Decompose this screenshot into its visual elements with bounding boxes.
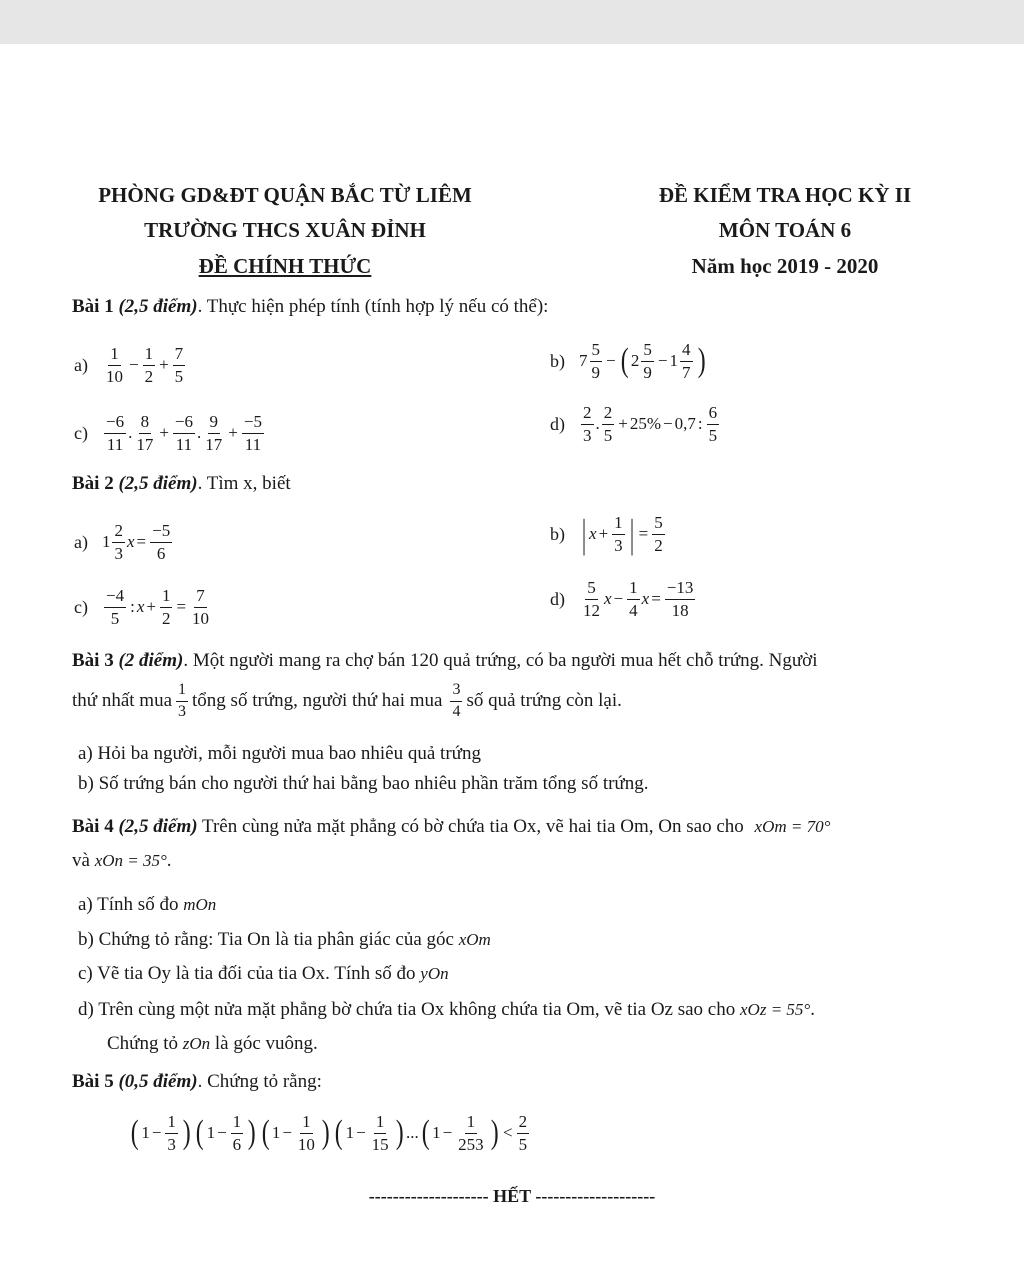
- bai2-c: c) −4 5 : x + $\frac{1}{2}$ = $\frac{7}{10}$: [74, 586, 210, 628]
- header-exam-title: ĐỀ KIỂM TRA HỌC KỲ II: [658, 183, 912, 207]
- header-subject: MÔN TOÁN 6: [718, 218, 852, 242]
- bai2-b: b) | x + $\frac{1}{3}$ | = $\frac{5}{2}$: [550, 511, 663, 557]
- bai4-heading: Bài 4 (2,5 điểm) Trên cùng nửa mặt phẳng có bờ chứa tia Ox, vẽ hai tia Om, On sao cho xOm = 70°: [72, 816, 831, 837]
- bai4-question-c: c) Vẽ tia Oy là tia đối của tia Ox. Tính số đo yOn: [78, 963, 449, 984]
- bai4-question-d-line2: Chứng tỏ zOn là góc vuông.: [107, 1033, 318, 1054]
- bai4-question-b: b) Chứng tỏ rằng: Tia On là tia phân giác của góc xOm: [78, 929, 491, 950]
- bai3-question-b: b) Số trứng bán cho người thứ hai bằng bao nhiêu phần trăm tổng số trứng.: [78, 773, 649, 794]
- header-school: TRƯỜNG THCS XUÂN ĐỈNH: [144, 218, 426, 242]
- bai3-heading: Bài 3 (2 điểm). Một người mang ra chợ bán 120 quả trứng, có ba người mua hết chỗ trứng. Người: [72, 650, 818, 671]
- top-bar: [0, 0, 1024, 44]
- bai3-line2: thứ nhất mua 1 3 tổng số trứng, người thứ hai mua 3 4 số quả trứng còn lại.: [72, 681, 622, 720]
- bai2-heading: Bài 2 (2,5 điểm). Tìm x, biết: [72, 473, 291, 494]
- bai2-d: d) 5 12 x − $\frac{1}{4}$ x = $\frac{-13}{18}$: [550, 578, 694, 620]
- end-marker: -------------------- HẾT --------------------: [368, 1186, 656, 1206]
- bai4-question-a: a) Tính số đo mOn: [78, 894, 217, 915]
- header-department: PHÒNG GD&ĐT QUẬN BẮC TỪ LIÊM: [98, 183, 472, 207]
- bai1-b: b) 7 5 9 − ( 2 5 9 − 1 4 7 ): [550, 340, 706, 382]
- bai3-question-a: a) Hỏi ba người, mỗi người mua bao nhiêu quả trứng: [78, 743, 481, 764]
- bai2-a: a) 1 2 3 x = $\frac{-5}{6}$: [74, 521, 171, 563]
- bai1-heading: Bài 1 (2,5 điểm). Thực hiện phép tính (tính hợp lý nếu có thể):: [72, 296, 549, 317]
- bai5-expression: ( 1 − $\frac{1}{3}$ ) ( 1 − $\frac{1}{6}$ ) ( 1 − $\frac{1}{10}$ ) ( 1 − $\frac{1}{15}$ ) ... ( 1 − $\frac{1}{253}$ ) < 2 5: [130, 1112, 528, 1154]
- header-official: ĐỀ CHÍNH THỨC: [198, 254, 372, 278]
- bai1-c: c) −6 11 . 8 17 + $\frac{-6}{11}$ . 9 17 + $\frac{-5}{11}$: [74, 412, 262, 454]
- bai4-line2: và xOn = 35°.: [72, 850, 172, 871]
- header-school-year: Năm học 2019 - 2020: [691, 254, 879, 278]
- bai5-heading: Bài 5 (0,5 điểm). Chứng tỏ rằng:: [72, 1071, 322, 1092]
- bai1-a: a) 1 10 − $\frac{1}{2}$ + $\frac{7}{5}$: [74, 344, 184, 386]
- bai1-d: d) 2 3 . 2 5 + 25% − 0,7 : 6 5: [550, 403, 718, 445]
- bai4-question-d: d) Trên cùng một nửa mặt phẳng bờ chứa tia Ox không chứa tia Om, vẽ tia Oz sao cho xOz = 55°.: [78, 999, 815, 1020]
